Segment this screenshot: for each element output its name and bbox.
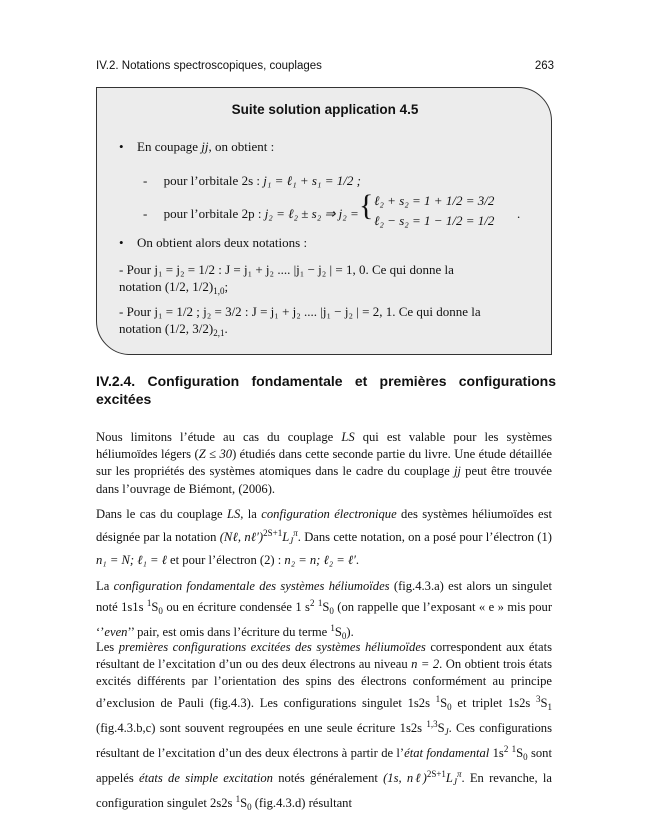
bullet-icon: •	[119, 235, 124, 250]
page-header	[96, 60, 554, 72]
bullet-icon: •	[119, 139, 124, 154]
paragraph-excited-configurations: Les premières configurations excitées des systèmes héliumoïdes correspondent aux états résultant de l’excitation d’un ou des deux électrons au niveau n = 2. On obtient trois états excités différents par l’orientation des spins des électrons conformément au principe d’exclusion de Pauli (fig.4.3). Les configurations singulet 1s2s $^1S_0$ et triplet 1s2s $^3S_1$ (fig.4.3.b,c) sont souvent regroupées en une seule écriture 1s2s $^{1,3}S_J$. Ces configurations résultant de l’excitation d’un des deux électrons à partir de l’état fondamental $1s^2$ $^1S_0$ sont appelés états de simple excitation notés généralement (1s, $n\ell)^{2S+1}L_J^\pi$. En revanche, la configuration singulet 2s2s $^1S_0$ (fig.4.3.d) résultant	[96, 640, 553, 813]
period: .	[517, 206, 521, 221]
orbital-2p-case1: ℓ₂ + s₂ = 1 + 1/2 = 3/2	[374, 193, 495, 208]
solution-box	[96, 87, 552, 355]
running-header: IV.2. Notations spectroscopiques, couplages	[96, 60, 322, 72]
notation-1: - Pour j₁ = j₂ = 1/2 : J = j₁ + j₂ .... |j₁ − j₂ | = 1, 0. Ce qui donne la notation (1/2, $1/2)_{1,0}$;	[119, 262, 454, 296]
page-number: 263	[534, 60, 554, 72]
orbital-2p-line: - pour l’orbitale 2p : j₂ = ℓ₂ ± s₂ ⇒ j₂ =	[143, 206, 359, 221]
section-title: IV.2.4. Configuration fondamentale et premières configurations excitées	[96, 373, 556, 407]
paragraph-electronic-configuration: Dans le cas du couplage LS, la configuration électronique des systèmes héliumoïdes est désignée par la notation (Nℓ, $n\ell')^{2S+1}L_J^\pi$. Dans cette notation, on a posé pour l’électron (1) n₁ = N; ℓ₁ = ℓ et pour l’électron (2) : n₂ = n; ℓ₂ = ℓ′.	[96, 507, 552, 567]
box-bullet-jj: • En coupage jj, on obtient :	[119, 139, 275, 154]
box-bullet-notations: • On obtient alors deux notations :	[119, 235, 308, 250]
orbital-2p-case2: ℓ₂ − s₂ = 1 − 1/2 = 1/2	[374, 213, 495, 228]
box-title: Suite solution application 4.5	[231, 102, 419, 117]
brace-icon: {	[359, 189, 374, 222]
notation-2: - Pour j₁ = 1/2 ; j₂ = 3/2 : J = j₁ + j₂ .... |j₁ − j₂ | = 2, 1. Ce qui donne la notation (1/2, $3/2)_{2,1}$.	[119, 304, 481, 338]
orbital-2s-line: - pour l’orbitale 2s : j₁ = ℓ₁ + s₁ = 1/2 ;	[143, 173, 361, 188]
paragraph-ls-coupling: Nous limitons l’étude au cas du couplage LS qui est valable pour les systèmes héliumoïdes légers (Z ≤ 30) étudiés dans cette seconde partie du livre. Une étude détaillée sur les propriétés des systèmes atomiques dans le cadre du couplage jj peut être trouvée dans l’ouvrage de Biémont, (2006).	[96, 430, 553, 496]
paragraph-ground-configuration: La configuration fondamentale des systèmes héliumoïdes (fig.4.3.a) est alors un singulet noté 1s1s $^1S_0$ ou en écriture condensée 1 $s^2$ $^1S_0$ (on rappelle que l’exposant « e » mis pour ‘’even’’ pair, est omis dans l’écriture du terme $^1S_0$).	[96, 579, 553, 642]
